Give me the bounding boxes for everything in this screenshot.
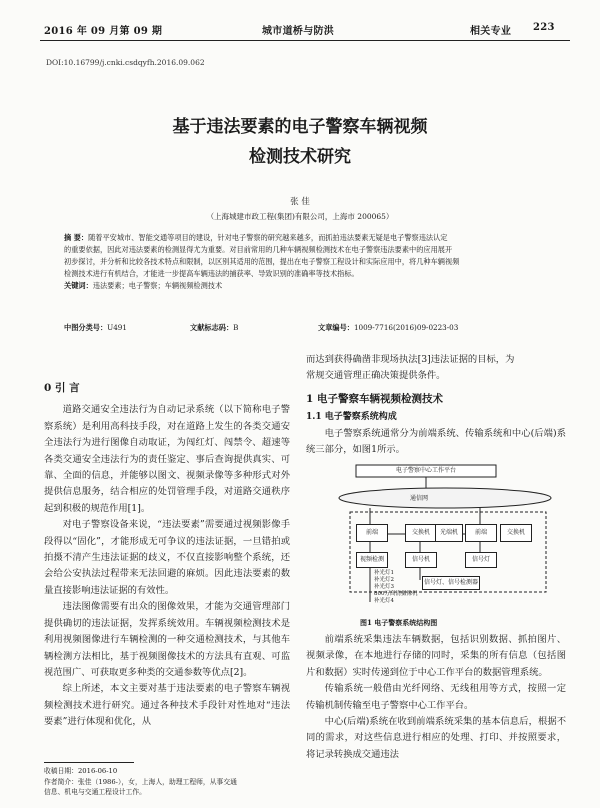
diagram-box: 交换机 — [405, 524, 437, 542]
abstract-line: 初步探讨，并分析和比较各技术特点和限制，以区别其适用的范围，提出在电子警察工程设计和实际应用中，将几种车辆视频 — [64, 257, 460, 266]
section-heading-1: 1 电子警察车辆视频检测技术 — [306, 392, 443, 405]
paragraph: 电子警察系统通常分为前端系统、传输系统和中心(后端)系统三部分，如图1所示。 — [306, 427, 566, 456]
abstract-label: 摘 要： — [64, 233, 89, 242]
intro-line: 常规交通管理正确决策提供条件。 — [306, 370, 446, 382]
intro-line: 而达到获得确凿非现场执法[3]违法证据的目标，为 — [306, 354, 515, 365]
paragraph: 中心(后端)系统在收到前端系统采集的基本信息后，根据不同的需求，对这些信息进行相应的处理、打印、并按照要求，将记录转换成交通违法 — [306, 716, 566, 760]
paragraph: 道路交通安全违法行为自动记录系统（以下简称电子警察系统）是利用高科技手段，对在道路上发生的各类交通安全违法行为进行图像自动取证，为闯红灯、闯禁令、超速等各类交通安全违法行为的责任鉴定、事后查询提供真实、可靠、全面的信息，并能够以图文、视频录像等多种形式对外提供信息服务，结合相应的处罚管理手段，对道路交通秩序起到积极的规范作用[1]。 — [44, 404, 290, 514]
page-number: 223 — [533, 22, 555, 33]
abstract — [64, 232, 544, 292]
figure-caption: 图1 电子警察系统结构图 — [360, 618, 438, 627]
diagram-box: 前端 — [465, 524, 497, 542]
keywords-label: 关键词： — [64, 281, 93, 290]
journal-name: 城市道桥与防洪 — [262, 26, 335, 37]
diagram-box: 前端 — [356, 524, 388, 542]
diagram-box: 信号机 — [405, 552, 437, 568]
issue-label: 2016 年 09 月第 09 期 — [44, 26, 163, 37]
footnotes: 收稿日期：2016-06-10 作者简介：张佳（1986-），女，上海人，助理工程师，从事交通 信息、机电与交通工程设计工作。 — [44, 767, 237, 796]
figure-legend: 补光灯1 补光灯2 补光灯3 800万高清摄像机 补光灯4 — [374, 570, 418, 604]
abstract-line: 随着平安城市、智能交通等项目的建设，针对电子警察的研究越来越多，而抓拍违法要素无疑是电子警察违法认定 — [88, 233, 448, 242]
signal-box: 信号灯、信号检测器 — [422, 576, 480, 590]
diagram-box: 视频检测 — [356, 552, 388, 568]
section-heading-intro: 0 引 言 — [44, 382, 80, 394]
paragraph: 对电子警察设备来说，“违法要素”需要通过视频影像手段得以“固化”，才能形成无可争议的违法证据，一旦错拍或拍摄不清产生违法证据的歧义，不仅直接影响整个系统，还会给公安执法过程带来无法回避的麻烦。因此违法要素的数量直接影响违法证据的有效性。 — [44, 519, 290, 596]
diagram-box: 光端机 — [435, 524, 463, 542]
section-label: 相关专业 — [470, 26, 512, 37]
title-line-2: 检测技术研究 — [249, 147, 351, 167]
network-label: 通信网 — [410, 495, 429, 502]
right-column-lower — [306, 632, 566, 763]
abstract-line: 的重要依据，因此对违法要素的检测显得尤为重要。对目前常用的几种车辆视频检测技术在电子警察违法要素中的应用展开 — [64, 245, 453, 254]
author: 张 佳 — [290, 197, 310, 207]
article-number: 文章编号：1009-7716(2016)09-0223-03 — [318, 323, 459, 332]
keywords: 违法要素；电子警察；车辆视频检测技术 — [92, 281, 223, 290]
header-rule — [40, 40, 570, 41]
right-column — [306, 352, 566, 458]
figure-1 — [330, 462, 560, 612]
document-code: 文献标志码：B — [190, 323, 239, 332]
diagram-box: 信号灯 — [465, 552, 497, 568]
paragraph: 违法图像需要有出众的图像效果，才能为交通管理部门提供确切的违法证据，发挥系统效用。车辆视频检测技术是利用视频图像进行车辆检测的一种交通检测技术，与其他车辆检测方法相比，基于视频图像技术的方法具有直观、可监视范围广、可获取更多种类的交通参数等优点[2]。 — [44, 601, 290, 678]
abstract-line: 检测技术进行有机结合，才能进一步提高车辆违法的捕获率、导致识别的准确率等技术指标。 — [64, 269, 359, 278]
affiliation: （上海城建市政工程(集团)有限公司，上海市 200065） — [206, 212, 394, 221]
doi: DOI:10.16799/j.cnki.csdqyfh.2016.09.062 — [46, 58, 205, 67]
paragraph: 前端系统采集违法车辆数据，包括识别数据、抓拍图片、视频录像，在本地进行存储的同时，采集的所有信息（包括图片和数据）实时传递到位于中心工作平台的数据管理系统。 — [306, 634, 566, 678]
footnote-rule — [44, 762, 134, 763]
left-column — [44, 380, 290, 731]
paragraph: 传输系统一般借由光纤网络、无线租用等方式，按照一定传输机制传输至电子警察中心工作平台。 — [306, 683, 566, 711]
paragraph: 综上所述，本文主要对基于违法要素的电子警察车辆视频检测技术进行研究。通过各种技术手段针对性地对“违法要素”进行体现和优化，从 — [44, 683, 290, 728]
center-platform-label: 电子警察中心工作平台 — [395, 467, 456, 474]
subsection-heading-1-1: 1.1 电子警察系统构成 — [306, 412, 397, 423]
title-line-1: 基于违法要素的电子警察车辆视频 — [172, 117, 428, 137]
diagram-box: 交换机 — [500, 524, 532, 542]
clc-number: 中图分类号：U491 — [64, 323, 127, 332]
